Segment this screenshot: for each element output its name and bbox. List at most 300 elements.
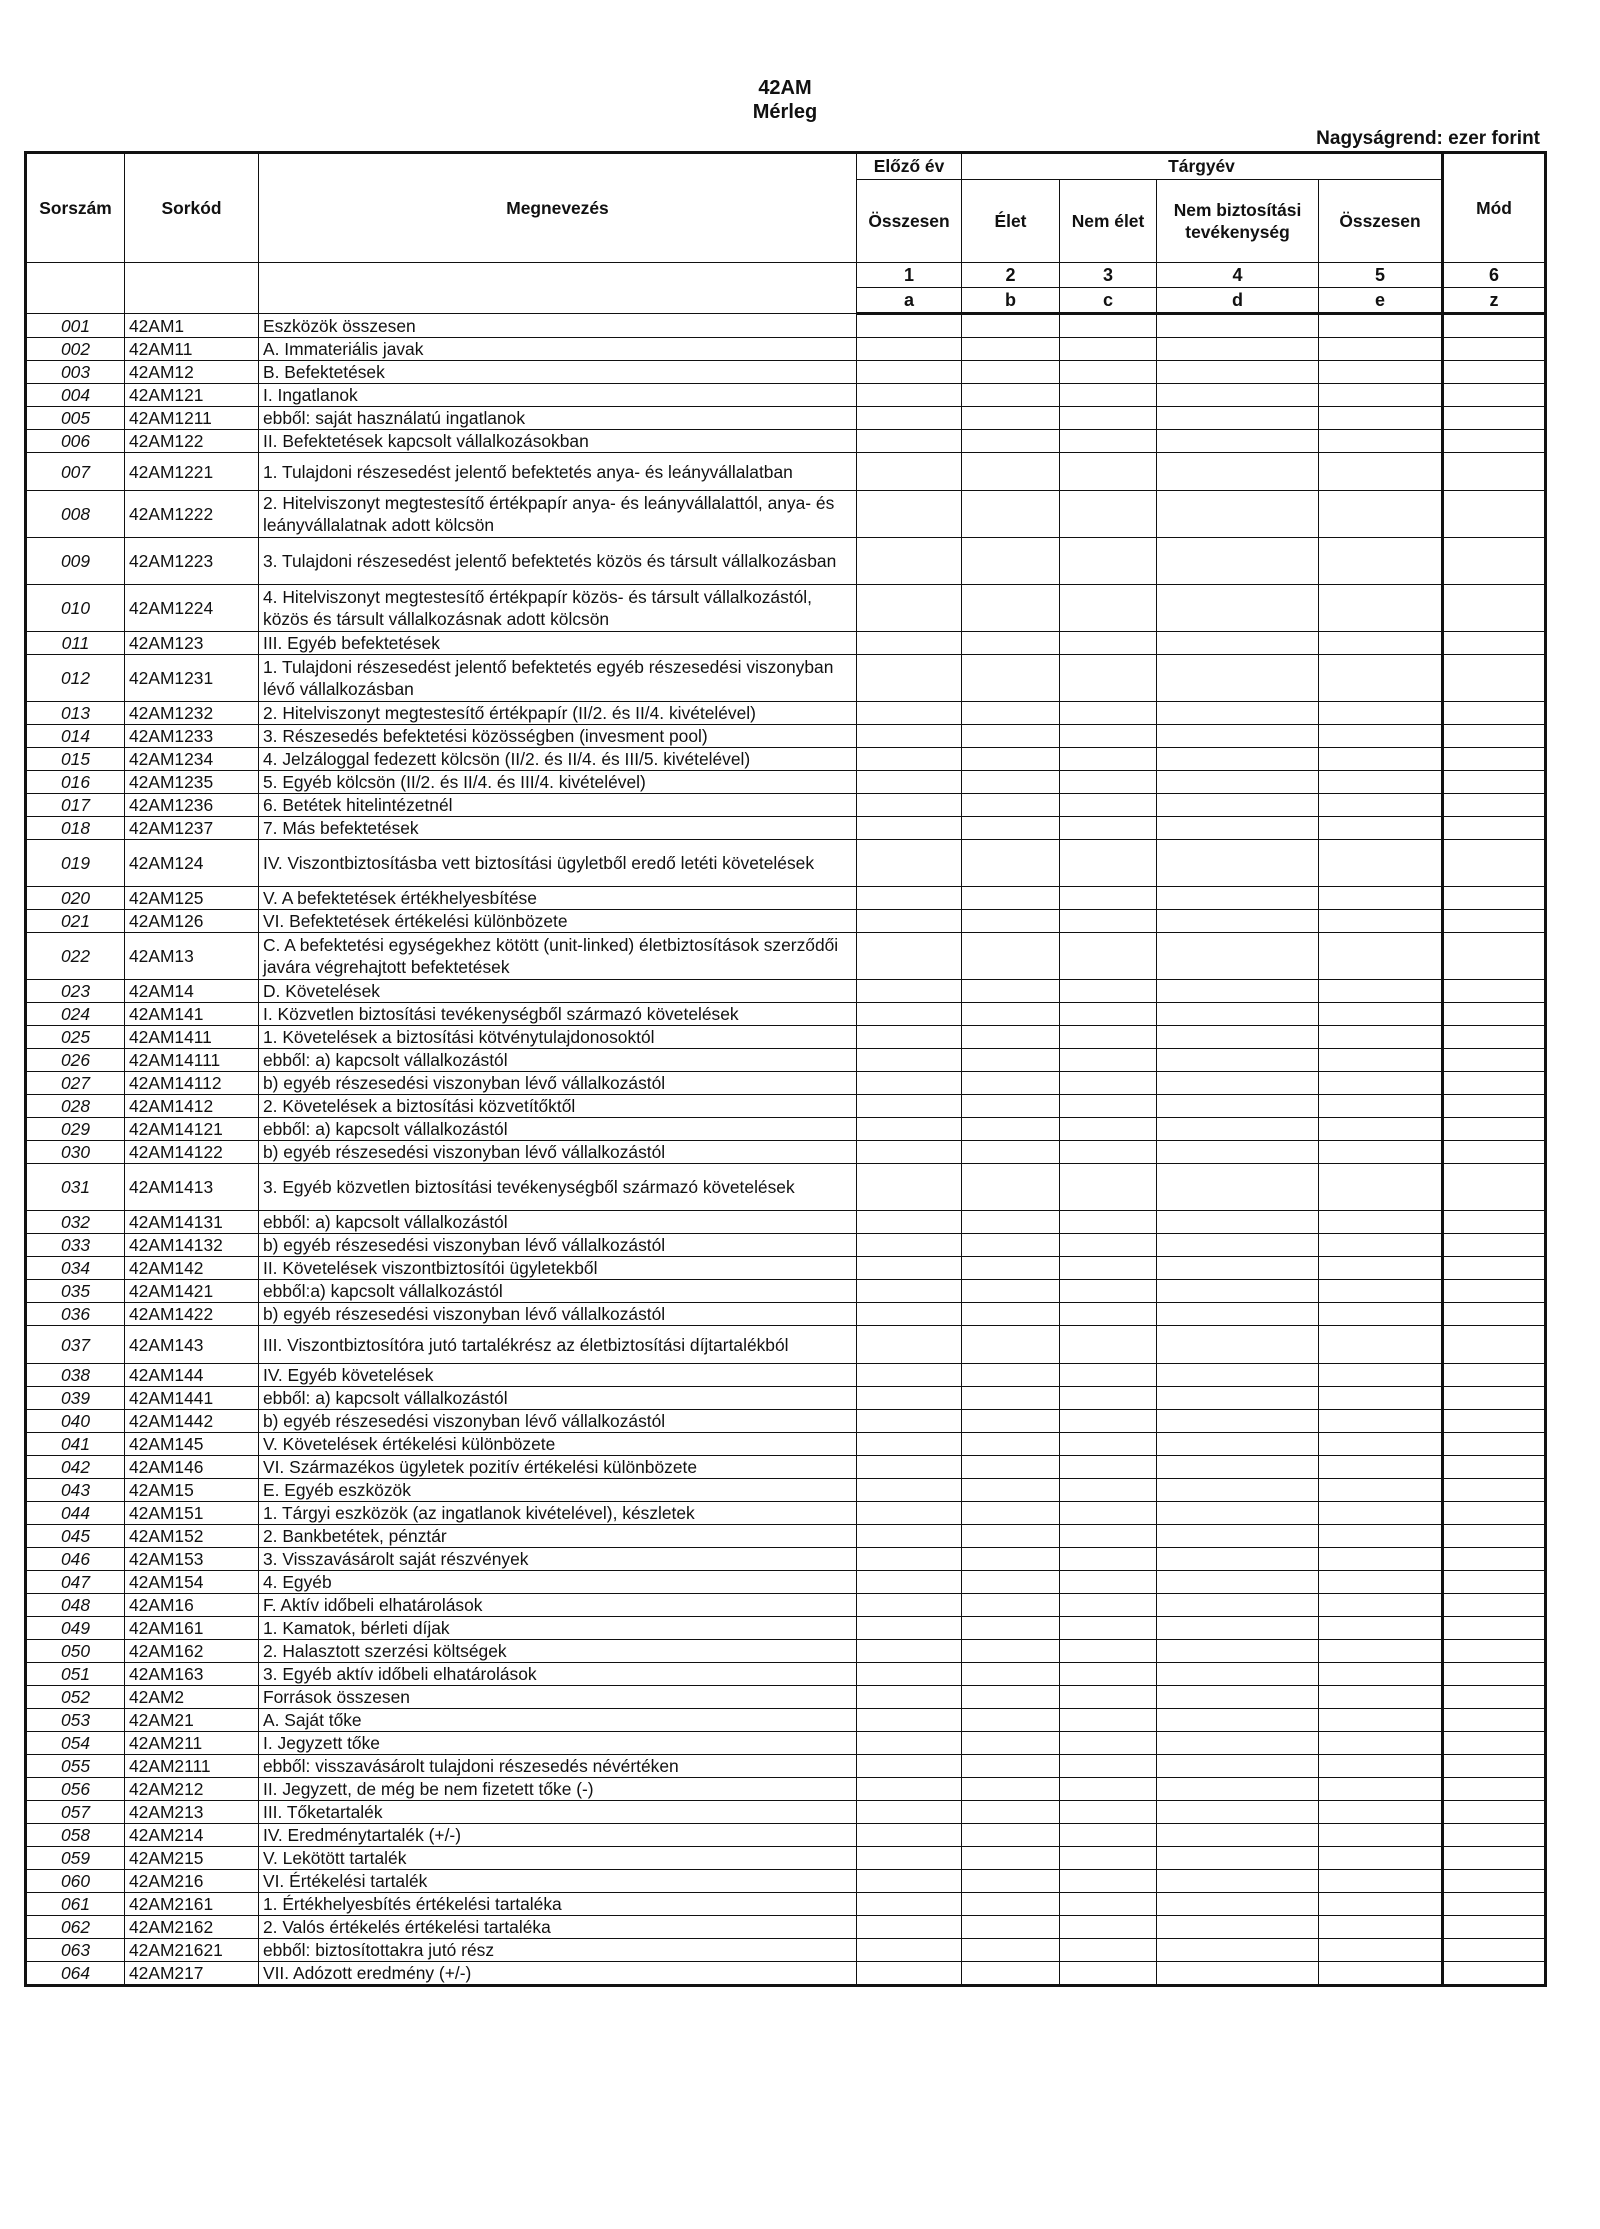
value-nem-elet[interactable] — [1060, 1049, 1157, 1072]
value-elet[interactable] — [962, 1410, 1060, 1433]
value-elozo-osszesen[interactable] — [857, 1410, 962, 1433]
value-mod[interactable] — [1443, 361, 1546, 384]
value-elet[interactable] — [962, 887, 1060, 910]
value-elet[interactable] — [962, 1049, 1060, 1072]
value-elozo-osszesen[interactable] — [857, 338, 962, 361]
value-elet[interactable] — [962, 585, 1060, 632]
value-nem-biztositasi[interactable] — [1157, 585, 1319, 632]
value-elet[interactable] — [962, 338, 1060, 361]
value-elet[interactable] — [962, 1234, 1060, 1257]
value-osszesen[interactable] — [1319, 1280, 1443, 1303]
value-osszesen[interactable] — [1319, 632, 1443, 655]
value-mod[interactable] — [1443, 980, 1546, 1003]
value-nem-elet[interactable] — [1060, 1387, 1157, 1410]
value-nem-biztositasi[interactable] — [1157, 1387, 1319, 1410]
value-elozo-osszesen[interactable] — [857, 1141, 962, 1164]
value-nem-biztositasi[interactable] — [1157, 1939, 1319, 1962]
value-nem-elet[interactable] — [1060, 1732, 1157, 1755]
value-nem-elet[interactable] — [1060, 1548, 1157, 1571]
value-mod[interactable] — [1443, 453, 1546, 491]
value-elet[interactable] — [962, 702, 1060, 725]
value-elet[interactable] — [962, 817, 1060, 840]
value-elet[interactable] — [962, 1755, 1060, 1778]
value-elozo-osszesen[interactable] — [857, 1456, 962, 1479]
value-elozo-osszesen[interactable] — [857, 1571, 962, 1594]
value-nem-elet[interactable] — [1060, 1303, 1157, 1326]
value-elozo-osszesen[interactable] — [857, 1893, 962, 1916]
value-mod[interactable] — [1443, 1709, 1546, 1732]
value-mod[interactable] — [1443, 748, 1546, 771]
value-elet[interactable] — [962, 632, 1060, 655]
value-elozo-osszesen[interactable] — [857, 1026, 962, 1049]
value-nem-biztositasi[interactable] — [1157, 1364, 1319, 1387]
value-nem-elet[interactable] — [1060, 491, 1157, 538]
value-osszesen[interactable] — [1319, 1234, 1443, 1257]
value-elet[interactable] — [962, 1387, 1060, 1410]
value-nem-elet[interactable] — [1060, 1916, 1157, 1939]
value-nem-elet[interactable] — [1060, 1164, 1157, 1211]
value-elet[interactable] — [962, 491, 1060, 538]
value-elozo-osszesen[interactable] — [857, 748, 962, 771]
value-osszesen[interactable] — [1319, 1072, 1443, 1095]
value-elozo-osszesen[interactable] — [857, 887, 962, 910]
value-mod[interactable] — [1443, 1893, 1546, 1916]
value-nem-biztositasi[interactable] — [1157, 1280, 1319, 1303]
value-nem-elet[interactable] — [1060, 1118, 1157, 1141]
value-nem-elet[interactable] — [1060, 1072, 1157, 1095]
value-mod[interactable] — [1443, 1364, 1546, 1387]
value-osszesen[interactable] — [1319, 702, 1443, 725]
value-mod[interactable] — [1443, 1640, 1546, 1663]
value-nem-elet[interactable] — [1060, 1141, 1157, 1164]
value-elet[interactable] — [962, 407, 1060, 430]
value-osszesen[interactable] — [1319, 1824, 1443, 1847]
value-mod[interactable] — [1443, 491, 1546, 538]
value-elet[interactable] — [962, 1525, 1060, 1548]
value-nem-biztositasi[interactable] — [1157, 1663, 1319, 1686]
value-nem-biztositasi[interactable] — [1157, 314, 1319, 338]
value-nem-biztositasi[interactable] — [1157, 887, 1319, 910]
value-elozo-osszesen[interactable] — [857, 702, 962, 725]
value-nem-elet[interactable] — [1060, 1594, 1157, 1617]
value-elet[interactable] — [962, 1364, 1060, 1387]
value-nem-elet[interactable] — [1060, 1939, 1157, 1962]
value-osszesen[interactable] — [1319, 1778, 1443, 1801]
value-elozo-osszesen[interactable] — [857, 1548, 962, 1571]
value-elet[interactable] — [962, 1211, 1060, 1234]
value-nem-elet[interactable] — [1060, 585, 1157, 632]
value-osszesen[interactable] — [1319, 748, 1443, 771]
value-elozo-osszesen[interactable] — [857, 430, 962, 453]
value-nem-elet[interactable] — [1060, 1479, 1157, 1502]
value-elet[interactable] — [962, 1870, 1060, 1893]
value-nem-biztositasi[interactable] — [1157, 1410, 1319, 1433]
value-elozo-osszesen[interactable] — [857, 840, 962, 887]
value-elozo-osszesen[interactable] — [857, 1916, 962, 1939]
value-elozo-osszesen[interactable] — [857, 1870, 962, 1893]
value-elozo-osszesen[interactable] — [857, 1502, 962, 1525]
value-elozo-osszesen[interactable] — [857, 384, 962, 407]
value-nem-biztositasi[interactable] — [1157, 1257, 1319, 1280]
value-mod[interactable] — [1443, 632, 1546, 655]
value-nem-elet[interactable] — [1060, 1824, 1157, 1847]
value-elet[interactable] — [962, 1548, 1060, 1571]
value-mod[interactable] — [1443, 1095, 1546, 1118]
value-elet[interactable] — [962, 1824, 1060, 1847]
value-nem-biztositasi[interactable] — [1157, 1801, 1319, 1824]
value-nem-elet[interactable] — [1060, 1686, 1157, 1709]
value-osszesen[interactable] — [1319, 361, 1443, 384]
value-mod[interactable] — [1443, 1916, 1546, 1939]
value-nem-biztositasi[interactable] — [1157, 1709, 1319, 1732]
value-mod[interactable] — [1443, 771, 1546, 794]
value-nem-biztositasi[interactable] — [1157, 491, 1319, 538]
value-nem-elet[interactable] — [1060, 1893, 1157, 1916]
value-elozo-osszesen[interactable] — [857, 1072, 962, 1095]
value-elozo-osszesen[interactable] — [857, 655, 962, 702]
value-nem-biztositasi[interactable] — [1157, 1847, 1319, 1870]
value-mod[interactable] — [1443, 1801, 1546, 1824]
value-mod[interactable] — [1443, 1072, 1546, 1095]
value-osszesen[interactable] — [1319, 491, 1443, 538]
value-nem-biztositasi[interactable] — [1157, 430, 1319, 453]
value-nem-elet[interactable] — [1060, 1364, 1157, 1387]
value-osszesen[interactable] — [1319, 1617, 1443, 1640]
value-mod[interactable] — [1443, 1257, 1546, 1280]
value-nem-biztositasi[interactable] — [1157, 538, 1319, 585]
value-nem-elet[interactable] — [1060, 771, 1157, 794]
value-mod[interactable] — [1443, 1663, 1546, 1686]
value-nem-elet[interactable] — [1060, 632, 1157, 655]
value-elet[interactable] — [962, 655, 1060, 702]
value-nem-elet[interactable] — [1060, 887, 1157, 910]
value-nem-elet[interactable] — [1060, 1870, 1157, 1893]
value-elozo-osszesen[interactable] — [857, 1939, 962, 1962]
value-mod[interactable] — [1443, 1778, 1546, 1801]
value-osszesen[interactable] — [1319, 1571, 1443, 1594]
value-nem-biztositasi[interactable] — [1157, 1456, 1319, 1479]
value-nem-elet[interactable] — [1060, 1801, 1157, 1824]
value-mod[interactable] — [1443, 1617, 1546, 1640]
value-elozo-osszesen[interactable] — [857, 1663, 962, 1686]
value-nem-elet[interactable] — [1060, 933, 1157, 980]
value-nem-elet[interactable] — [1060, 361, 1157, 384]
value-nem-elet[interactable] — [1060, 1778, 1157, 1801]
value-nem-elet[interactable] — [1060, 1456, 1157, 1479]
value-mod[interactable] — [1443, 1410, 1546, 1433]
value-elet[interactable] — [962, 748, 1060, 771]
value-nem-biztositasi[interactable] — [1157, 407, 1319, 430]
value-mod[interactable] — [1443, 1571, 1546, 1594]
value-nem-biztositasi[interactable] — [1157, 1617, 1319, 1640]
value-osszesen[interactable] — [1319, 1257, 1443, 1280]
value-mod[interactable] — [1443, 1164, 1546, 1211]
value-elet[interactable] — [962, 361, 1060, 384]
value-nem-biztositasi[interactable] — [1157, 655, 1319, 702]
value-elet[interactable] — [962, 1433, 1060, 1456]
value-nem-biztositasi[interactable] — [1157, 1778, 1319, 1801]
value-mod[interactable] — [1443, 1870, 1546, 1893]
value-elozo-osszesen[interactable] — [857, 771, 962, 794]
value-elozo-osszesen[interactable] — [857, 1257, 962, 1280]
value-nem-elet[interactable] — [1060, 840, 1157, 887]
value-mod[interactable] — [1443, 1280, 1546, 1303]
value-elet[interactable] — [962, 1095, 1060, 1118]
value-nem-elet[interactable] — [1060, 1026, 1157, 1049]
value-elozo-osszesen[interactable] — [857, 407, 962, 430]
value-osszesen[interactable] — [1319, 980, 1443, 1003]
value-mod[interactable] — [1443, 1502, 1546, 1525]
value-nem-biztositasi[interactable] — [1157, 1072, 1319, 1095]
value-nem-elet[interactable] — [1060, 817, 1157, 840]
value-osszesen[interactable] — [1319, 1026, 1443, 1049]
value-mod[interactable] — [1443, 910, 1546, 933]
value-mod[interactable] — [1443, 1686, 1546, 1709]
value-osszesen[interactable] — [1319, 1962, 1443, 1986]
value-nem-elet[interactable] — [1060, 1410, 1157, 1433]
value-osszesen[interactable] — [1319, 1916, 1443, 1939]
value-osszesen[interactable] — [1319, 1410, 1443, 1433]
value-elet[interactable] — [962, 1939, 1060, 1962]
value-mod[interactable] — [1443, 933, 1546, 980]
value-elozo-osszesen[interactable] — [857, 1755, 962, 1778]
value-nem-biztositasi[interactable] — [1157, 1525, 1319, 1548]
value-nem-biztositasi[interactable] — [1157, 1095, 1319, 1118]
value-osszesen[interactable] — [1319, 1686, 1443, 1709]
value-nem-elet[interactable] — [1060, 1525, 1157, 1548]
value-osszesen[interactable] — [1319, 817, 1443, 840]
value-mod[interactable] — [1443, 1732, 1546, 1755]
value-nem-elet[interactable] — [1060, 1663, 1157, 1686]
value-elet[interactable] — [962, 840, 1060, 887]
value-elet[interactable] — [962, 725, 1060, 748]
value-osszesen[interactable] — [1319, 910, 1443, 933]
value-elozo-osszesen[interactable] — [857, 1686, 962, 1709]
value-mod[interactable] — [1443, 1303, 1546, 1326]
value-elozo-osszesen[interactable] — [857, 1709, 962, 1732]
value-nem-biztositasi[interactable] — [1157, 338, 1319, 361]
value-nem-elet[interactable] — [1060, 430, 1157, 453]
value-elozo-osszesen[interactable] — [857, 1234, 962, 1257]
value-nem-biztositasi[interactable] — [1157, 1118, 1319, 1141]
value-nem-biztositasi[interactable] — [1157, 1870, 1319, 1893]
value-nem-biztositasi[interactable] — [1157, 1594, 1319, 1617]
value-elozo-osszesen[interactable] — [857, 980, 962, 1003]
value-osszesen[interactable] — [1319, 1732, 1443, 1755]
value-osszesen[interactable] — [1319, 933, 1443, 980]
value-nem-elet[interactable] — [1060, 1617, 1157, 1640]
value-osszesen[interactable] — [1319, 1164, 1443, 1211]
value-elozo-osszesen[interactable] — [857, 817, 962, 840]
value-nem-biztositasi[interactable] — [1157, 1640, 1319, 1663]
value-mod[interactable] — [1443, 338, 1546, 361]
value-elozo-osszesen[interactable] — [857, 1387, 962, 1410]
value-elozo-osszesen[interactable] — [857, 1433, 962, 1456]
value-nem-biztositasi[interactable] — [1157, 1164, 1319, 1211]
value-nem-elet[interactable] — [1060, 794, 1157, 817]
value-mod[interactable] — [1443, 1234, 1546, 1257]
value-osszesen[interactable] — [1319, 1479, 1443, 1502]
value-osszesen[interactable] — [1319, 1095, 1443, 1118]
value-elet[interactable] — [962, 1164, 1060, 1211]
value-nem-biztositasi[interactable] — [1157, 632, 1319, 655]
value-osszesen[interactable] — [1319, 585, 1443, 632]
value-mod[interactable] — [1443, 430, 1546, 453]
value-elet[interactable] — [962, 1916, 1060, 1939]
value-nem-biztositasi[interactable] — [1157, 1571, 1319, 1594]
value-nem-elet[interactable] — [1060, 1571, 1157, 1594]
value-osszesen[interactable] — [1319, 1003, 1443, 1026]
value-nem-biztositasi[interactable] — [1157, 702, 1319, 725]
value-elet[interactable] — [962, 384, 1060, 407]
value-elozo-osszesen[interactable] — [857, 361, 962, 384]
value-elet[interactable] — [962, 1663, 1060, 1686]
value-elozo-osszesen[interactable] — [857, 1962, 962, 1986]
value-osszesen[interactable] — [1319, 538, 1443, 585]
value-elozo-osszesen[interactable] — [857, 1594, 962, 1617]
value-mod[interactable] — [1443, 585, 1546, 632]
value-elozo-osszesen[interactable] — [857, 314, 962, 338]
value-mod[interactable] — [1443, 725, 1546, 748]
value-mod[interactable] — [1443, 794, 1546, 817]
value-elet[interactable] — [962, 1571, 1060, 1594]
value-osszesen[interactable] — [1319, 1939, 1443, 1962]
value-elet[interactable] — [962, 1502, 1060, 1525]
value-nem-biztositasi[interactable] — [1157, 794, 1319, 817]
value-osszesen[interactable] — [1319, 1870, 1443, 1893]
value-nem-elet[interactable] — [1060, 1234, 1157, 1257]
value-osszesen[interactable] — [1319, 1640, 1443, 1663]
value-elet[interactable] — [962, 910, 1060, 933]
value-nem-biztositasi[interactable] — [1157, 1893, 1319, 1916]
value-elozo-osszesen[interactable] — [857, 538, 962, 585]
value-elozo-osszesen[interactable] — [857, 1049, 962, 1072]
value-elozo-osszesen[interactable] — [857, 1095, 962, 1118]
value-mod[interactable] — [1443, 702, 1546, 725]
value-elet[interactable] — [962, 771, 1060, 794]
value-nem-biztositasi[interactable] — [1157, 1326, 1319, 1364]
value-osszesen[interactable] — [1319, 1502, 1443, 1525]
value-osszesen[interactable] — [1319, 1364, 1443, 1387]
value-mod[interactable] — [1443, 1456, 1546, 1479]
value-elet[interactable] — [962, 314, 1060, 338]
value-osszesen[interactable] — [1319, 1433, 1443, 1456]
value-mod[interactable] — [1443, 1118, 1546, 1141]
value-mod[interactable] — [1443, 1211, 1546, 1234]
value-mod[interactable] — [1443, 384, 1546, 407]
value-elozo-osszesen[interactable] — [857, 1479, 962, 1502]
value-nem-biztositasi[interactable] — [1157, 453, 1319, 491]
value-elozo-osszesen[interactable] — [857, 933, 962, 980]
value-osszesen[interactable] — [1319, 338, 1443, 361]
value-elet[interactable] — [962, 1479, 1060, 1502]
value-nem-elet[interactable] — [1060, 748, 1157, 771]
value-elet[interactable] — [962, 1686, 1060, 1709]
value-nem-elet[interactable] — [1060, 725, 1157, 748]
value-elozo-osszesen[interactable] — [857, 1824, 962, 1847]
value-nem-elet[interactable] — [1060, 453, 1157, 491]
value-elozo-osszesen[interactable] — [857, 910, 962, 933]
value-elet[interactable] — [962, 1594, 1060, 1617]
value-osszesen[interactable] — [1319, 407, 1443, 430]
value-nem-elet[interactable] — [1060, 1755, 1157, 1778]
value-elozo-osszesen[interactable] — [857, 1326, 962, 1364]
value-nem-biztositasi[interactable] — [1157, 1234, 1319, 1257]
value-nem-elet[interactable] — [1060, 655, 1157, 702]
value-osszesen[interactable] — [1319, 1211, 1443, 1234]
value-elet[interactable] — [962, 1709, 1060, 1732]
value-elozo-osszesen[interactable] — [857, 1118, 962, 1141]
value-osszesen[interactable] — [1319, 1801, 1443, 1824]
value-elet[interactable] — [962, 1456, 1060, 1479]
value-mod[interactable] — [1443, 1479, 1546, 1502]
value-nem-biztositasi[interactable] — [1157, 840, 1319, 887]
value-mod[interactable] — [1443, 840, 1546, 887]
value-osszesen[interactable] — [1319, 453, 1443, 491]
value-nem-biztositasi[interactable] — [1157, 1141, 1319, 1164]
value-nem-elet[interactable] — [1060, 1962, 1157, 1986]
value-elet[interactable] — [962, 1778, 1060, 1801]
value-elozo-osszesen[interactable] — [857, 453, 962, 491]
value-elet[interactable] — [962, 1326, 1060, 1364]
value-mod[interactable] — [1443, 314, 1546, 338]
value-elet[interactable] — [962, 1118, 1060, 1141]
value-nem-biztositasi[interactable] — [1157, 1479, 1319, 1502]
value-mod[interactable] — [1443, 1433, 1546, 1456]
value-nem-elet[interactable] — [1060, 980, 1157, 1003]
value-nem-elet[interactable] — [1060, 407, 1157, 430]
value-elozo-osszesen[interactable] — [857, 1211, 962, 1234]
value-nem-biztositasi[interactable] — [1157, 817, 1319, 840]
value-elet[interactable] — [962, 933, 1060, 980]
value-nem-biztositasi[interactable] — [1157, 980, 1319, 1003]
value-osszesen[interactable] — [1319, 840, 1443, 887]
value-nem-biztositasi[interactable] — [1157, 933, 1319, 980]
value-mod[interactable] — [1443, 887, 1546, 910]
value-elet[interactable] — [962, 1617, 1060, 1640]
value-osszesen[interactable] — [1319, 887, 1443, 910]
value-elozo-osszesen[interactable] — [857, 1847, 962, 1870]
value-osszesen[interactable] — [1319, 1387, 1443, 1410]
value-nem-elet[interactable] — [1060, 384, 1157, 407]
value-nem-biztositasi[interactable] — [1157, 384, 1319, 407]
value-osszesen[interactable] — [1319, 1709, 1443, 1732]
value-elozo-osszesen[interactable] — [857, 1525, 962, 1548]
value-elozo-osszesen[interactable] — [857, 1617, 962, 1640]
value-osszesen[interactable] — [1319, 771, 1443, 794]
value-nem-biztositasi[interactable] — [1157, 361, 1319, 384]
value-nem-biztositasi[interactable] — [1157, 1824, 1319, 1847]
value-nem-biztositasi[interactable] — [1157, 1962, 1319, 1986]
value-mod[interactable] — [1443, 1824, 1546, 1847]
value-mod[interactable] — [1443, 1003, 1546, 1026]
value-nem-biztositasi[interactable] — [1157, 1211, 1319, 1234]
value-nem-elet[interactable] — [1060, 1211, 1157, 1234]
value-nem-elet[interactable] — [1060, 1257, 1157, 1280]
value-nem-biztositasi[interactable] — [1157, 1433, 1319, 1456]
value-elozo-osszesen[interactable] — [857, 725, 962, 748]
value-nem-biztositasi[interactable] — [1157, 910, 1319, 933]
value-nem-elet[interactable] — [1060, 1433, 1157, 1456]
value-nem-elet[interactable] — [1060, 1326, 1157, 1364]
value-nem-biztositasi[interactable] — [1157, 1732, 1319, 1755]
value-elet[interactable] — [962, 794, 1060, 817]
value-nem-biztositasi[interactable] — [1157, 1303, 1319, 1326]
value-nem-elet[interactable] — [1060, 538, 1157, 585]
value-osszesen[interactable] — [1319, 1118, 1443, 1141]
value-nem-biztositasi[interactable] — [1157, 725, 1319, 748]
value-osszesen[interactable] — [1319, 1141, 1443, 1164]
